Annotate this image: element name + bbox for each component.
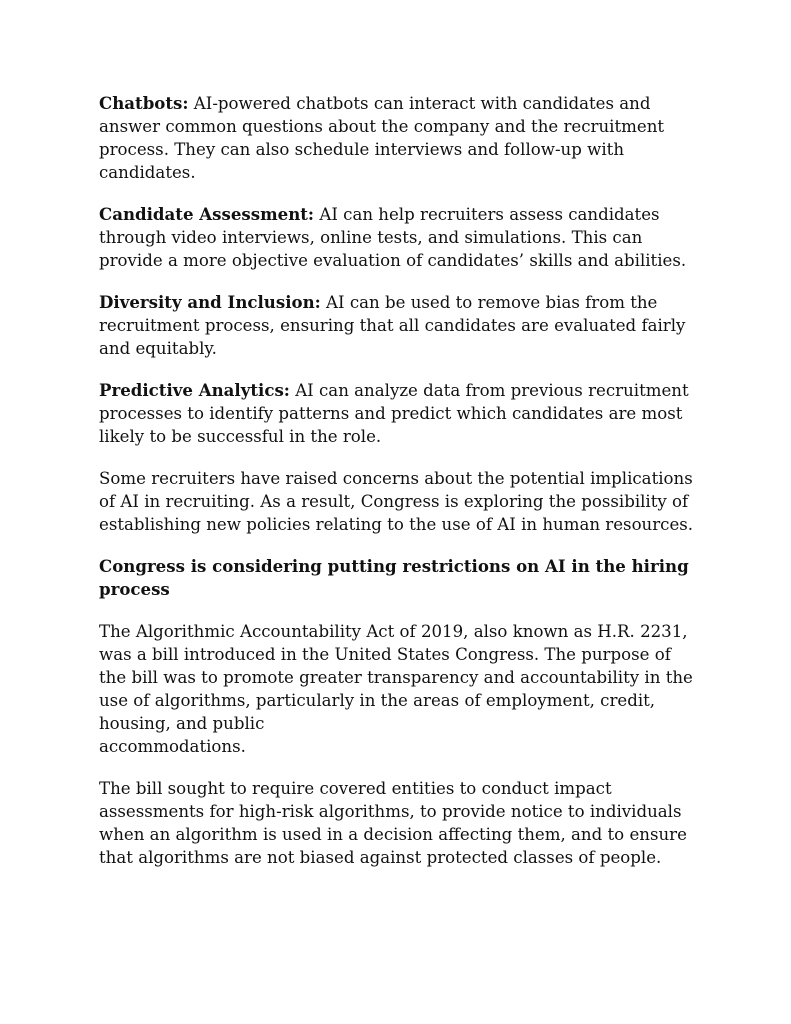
bill-paragraph: The bill sought to require covered entities to conduct impact assessments for high-risk algorithms, to provide notice to individuals when an algorithm is used in a decision affecting them, and to ensure that algorithms are not biased against protected classes of people. xyxy=(99,779,687,867)
candidate-assessment-paragraph xyxy=(99,203,699,272)
act-paragraph xyxy=(99,620,699,758)
predictive-analytics-term: Predictive Analytics: xyxy=(99,380,290,400)
act-paragraph-tail: accommodations. xyxy=(99,737,246,756)
candidate-assessment-text: AI can help recruiters assess candidates through video interviews, online tests, and simulations. This can provide a more objective evaluation of candidates’ skills and abilities. xyxy=(99,205,687,270)
diversity-inclusion-text: AI can be used to remove bias from the recruitment process, ensuring that all candidates are evaluated fairly and equitably. xyxy=(99,293,686,358)
predictive-analytics-paragraph xyxy=(99,379,699,448)
predictive-analytics-text: AI can analyze data from previous recruitment processes to identify patterns and predict which candidates are most likely to be successful in the role. xyxy=(99,381,689,446)
diversity-inclusion-term: Diversity and Inclusion: xyxy=(99,292,321,312)
section-heading: Congress is considering putting restrictions on AI in the hiring process xyxy=(99,556,689,599)
document-page xyxy=(99,92,699,888)
chatbots-text: AI-powered chatbots can interact with candidates and answer common questions about the company and the recruitment process. They can also schedule interviews and follow-up with candidates. xyxy=(99,94,665,182)
chatbots-term: Chatbots: xyxy=(99,93,189,113)
concerns-paragraph: Some recruiters have raised concerns about the potential implications of AI in recruiting. As a result, Congress is exploring the possibility of establishing new policies relating to the use of AI in human resources. xyxy=(99,469,694,534)
candidate-assessment-term: Candidate Assessment: xyxy=(99,204,315,224)
diversity-inclusion-paragraph xyxy=(99,291,699,360)
chatbots-paragraph xyxy=(99,92,699,184)
act-paragraph-main: The Algorithmic Accountability Act of 2019, also known as H.R. 2231, was a bill introduced in the United States Congress. The purpose of the bill was to promote greater transparency and accountability in the use of algorithms, particularly in the areas of employment, credit, housing, and public xyxy=(99,622,693,733)
